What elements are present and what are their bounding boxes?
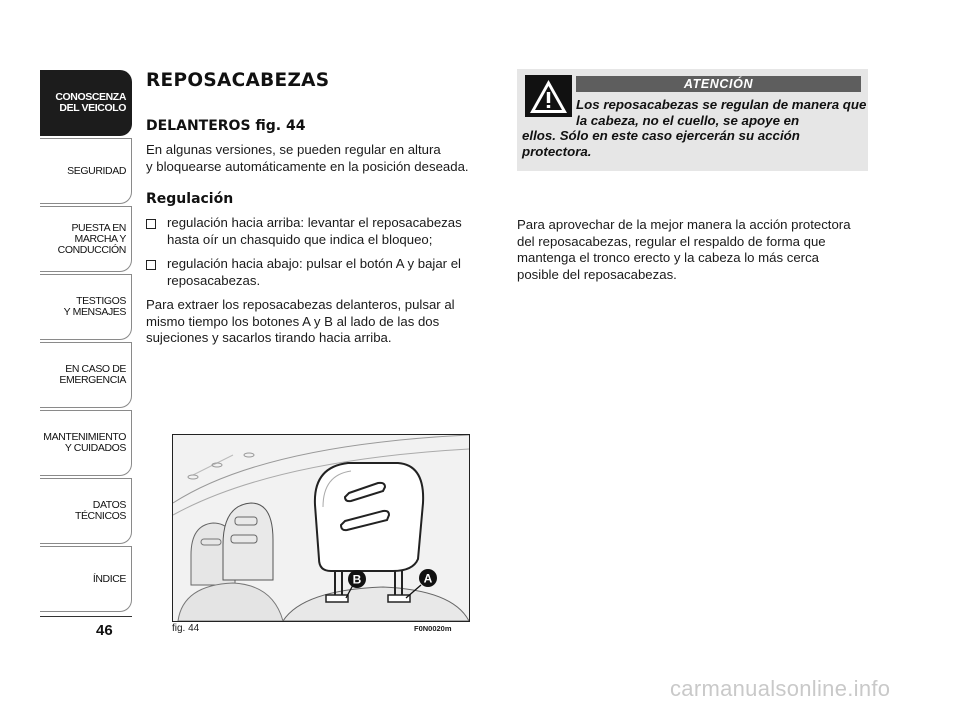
tab-puesta-en-marcha[interactable] <box>40 206 132 272</box>
label-b: B <box>352 572 362 587</box>
tab-seguridad[interactable] <box>40 138 132 204</box>
extract-paragraph: Para extraer los reposacabezas delanteros, pulsar al mismo tiempo los botones A y B al lado de las dos sujeciones y sacarlos tirando hacia arriba. <box>146 297 455 345</box>
list-item-text: regulación hacia abajo: pulsar el botón A y bajar el reposacabezas. <box>167 256 461 288</box>
tab-label: DATOS TÉCNICOS <box>74 499 126 522</box>
label-a: A <box>423 571 433 586</box>
tab-testigos[interactable] <box>40 274 132 340</box>
figure-caption: fig. 44 <box>172 623 200 634</box>
attention-text-rest: ellos. Sólo en este caso ejercerán su acción protectora. <box>522 128 800 159</box>
figure-headrest <box>172 434 470 622</box>
list-item <box>146 215 486 248</box>
headrest-illustration <box>173 435 469 621</box>
tab-datos-tecnicos[interactable] <box>40 478 132 544</box>
tab-label: ÍNDICE <box>92 572 126 585</box>
section-heading: DELANTEROS fig. 44 <box>146 118 306 134</box>
intro-line-1: En algunas versiones, se pueden regular en altura <box>146 142 441 157</box>
subsection-heading: Regulación <box>146 191 234 207</box>
intro-text <box>146 142 491 175</box>
tab-label: PUESTA EN MARCHA Y CONDUCCIÓN <box>57 221 126 256</box>
page-number: 46 <box>96 622 113 639</box>
tab-indice[interactable] <box>40 546 132 612</box>
page-title: REPOSACABEZAS <box>146 70 330 91</box>
watermark: carmanualsonline.info <box>670 676 891 701</box>
tab-label: SEGURIDAD <box>67 164 126 177</box>
tab-label: TESTIGOS Y MENSAJES <box>63 295 126 318</box>
tab-emergencia[interactable] <box>40 342 132 408</box>
attention-text-indented: Los reposacabezas se regulan de manera que la cabeza, no el cuello, se apoye en <box>576 97 867 128</box>
list-item <box>146 256 486 289</box>
tab-mantenimiento[interactable] <box>40 410 132 476</box>
tab-conoscenza[interactable] <box>40 70 132 136</box>
tab-label: MANTENIMIENTO Y CUIDADOS <box>43 431 126 454</box>
intro-line-2: y bloquearse automáticamente en la posición deseada. <box>146 158 469 174</box>
sidebar-divider <box>40 616 132 617</box>
tab-label: EN CASO DE EMERGENCIA <box>59 363 126 386</box>
attention-box <box>517 69 868 171</box>
attention-header: ATENCIÓN <box>576 76 861 92</box>
figure-code: F0N0020m <box>414 624 452 633</box>
tab-label: CONOSCENZA DEL VEICOLO <box>55 91 126 114</box>
list-item-text: regulación hacia arriba: levantar el reposacabezas hasta oír un chasquido que indica el bloqueo; <box>167 215 462 247</box>
right-paragraph: Para aprovechar de la mejor manera la acción protectora del reposacabezas, regular el respaldo de forma que mantenga el tronco erecto y la cabeza lo más cerca posible del reposacabezas. <box>517 217 851 282</box>
checkbox-bullet-icon <box>146 260 156 270</box>
attention-text <box>522 97 867 159</box>
checkbox-bullet-icon <box>146 219 156 229</box>
